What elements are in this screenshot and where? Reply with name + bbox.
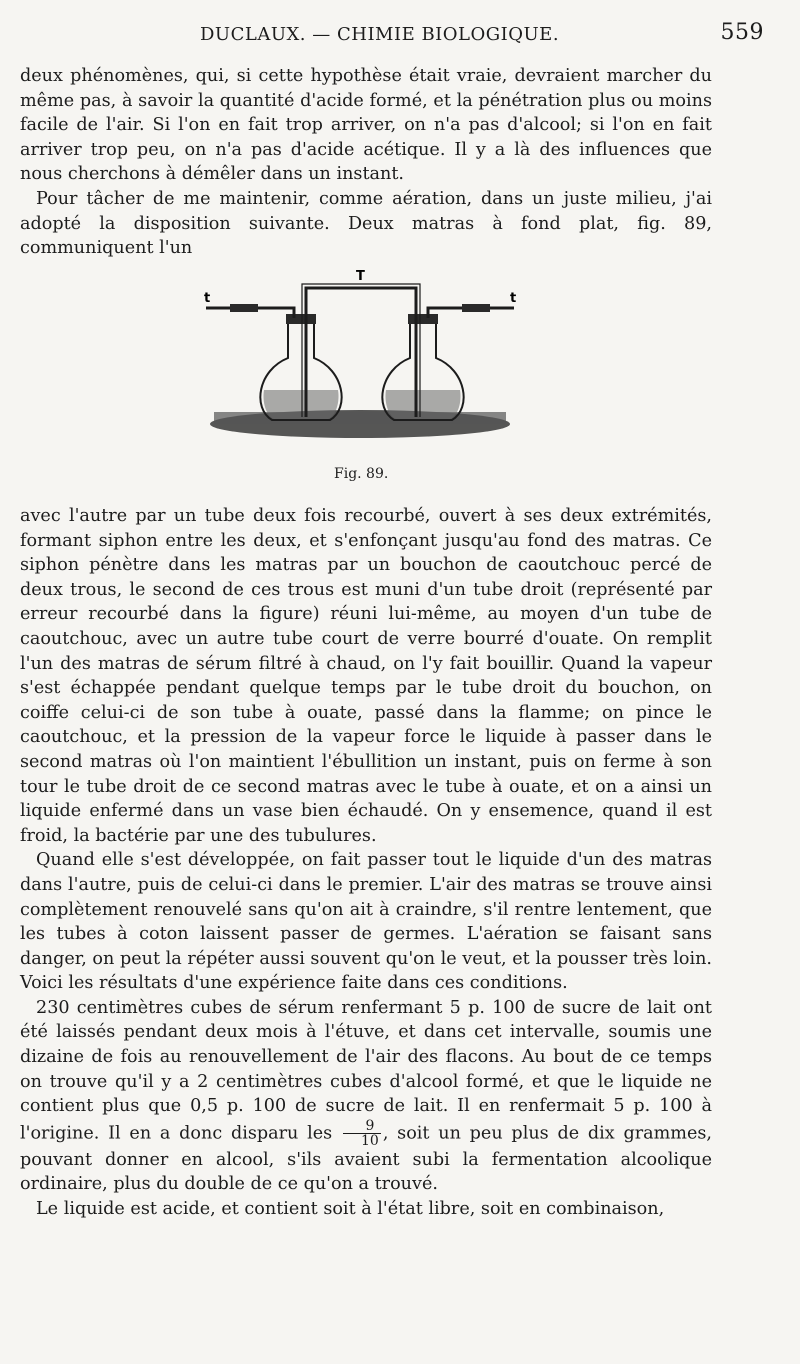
page-header <box>22 20 778 50</box>
label-left-tube: t <box>204 291 211 306</box>
apparatus-illustration <box>200 262 520 462</box>
paragraph: avec l'autre par un tube deux fois recourbé, ouvert à ses deux extrémités, formant siphon entre les deux, et s'enfonçant jusqu'au fond des matras. Ce siphon pénètre dans les matras par un bouchon de caoutchouc percé de deux trous, le second de ces trous est muni d'un tube droit (représenté par erreur recourbé dans la figure) réuni lui-même, au moyen d'un tube de caoutchouc, avec un autre tube court de verre bourré d'ouate. On remplit l'un des matras de sérum filtré à chaud, on l'y fait bouillir. Quand la vapeur s'est échappée pendant quelque temps par le tube droit du bouchon, on coiffe celui-ci de son tube à ouate, passé dans la flamme; on pince le caoutchouc, et la pression de la vapeur force le liquide à passer dans le second matras où l'on maintient l'ébullition un instant, puis on ferme à son tour le tube droit de ce second matras avec le tube à ouate, et on a ainsi un liquide enfermé dans un vase bien échaudé. On y ensemence, quand il est froid, la bactérie par une des tubulures. <box>20 506 712 846</box>
page-number: 559 <box>720 20 764 45</box>
fraction-denominator: 10 <box>360 1132 379 1149</box>
paragraph: Pour tâcher de me maintenir, comme aération, dans un juste milieu, j'ai adopté la disposition suivante. Deux matras à fond plat, fig. 89, communiquent l'un <box>20 188 712 259</box>
paragraph: Quand elle s'est développée, on fait passer tout le liquide d'un des matras dans l'autre, puis de celui-ci dans le premier. L'air des matras se trouve ainsi complètement renouvelé sans qu'on ait à craindre, s'il rentre lentement, que les tubes à coton laissent passer de germes. L'aération se faisant sans danger, on peut la répéter aussi souvent qu'on le veut, et la pousser très loin. Voici les résultats d'une expérience faite dans ces conditions. <box>20 850 712 994</box>
paragraph-text: 230 centimètres cubes de sérum renfermant 5 p. 100 de sucre de lait ont été laissés pendant deux mois à l'étuve, et dans cet intervalle, soumis une dizaine de fois au renouvellement de l'air des flacons. Au bout de ce temps on trouve qu'il y a 2 centimètres cubes d'alcool formé, et que le liquide ne contient plus que 0,5 p. 100 de sucre de lait. Il en renfermait 5 p. 100 à l'origine. Il en a donc disparu les <box>20 997 712 1144</box>
text-block-bottom <box>20 504 712 1222</box>
text-block-top <box>20 64 712 261</box>
paragraph <box>20 996 712 1197</box>
figure-apparatus <box>200 262 520 462</box>
paragraph: Le liquide est acide, et contient soit à l'état libre, soit en combinaison, <box>36 1199 665 1220</box>
fraction-numerator: 9 <box>343 1119 381 1134</box>
paragraph: deux phénomènes, qui, si cette hypothèse était vraie, devraient marcher du même pas, à savoir la quantité d'acide formé, et la pénétration plus ou moins facile de l'air. Si l'on en fait trop arriver, on n'a pas d'alcool; si l'on en fait arriver trop peu, on n'a pas d'acide acétique. Il y a là des influences que nous cherchons à démêler dans un instant. <box>20 66 712 185</box>
paragraph-text-continued: , soit un peu plus de dix grammes, pouvant donner en alcool, s'ils avaient subi la fermentation alcoolique ordinaire, plus du double de ce qu'on a trouvé. <box>20 1123 713 1195</box>
label-right-tube: t <box>510 291 517 306</box>
running-title: DUCLAUX. — CHIMIE BIOLOGIQUE. <box>200 24 560 45</box>
fraction <box>343 1119 381 1148</box>
label-siphon: T <box>356 269 365 284</box>
figure-caption: Fig. 89. <box>334 466 389 482</box>
